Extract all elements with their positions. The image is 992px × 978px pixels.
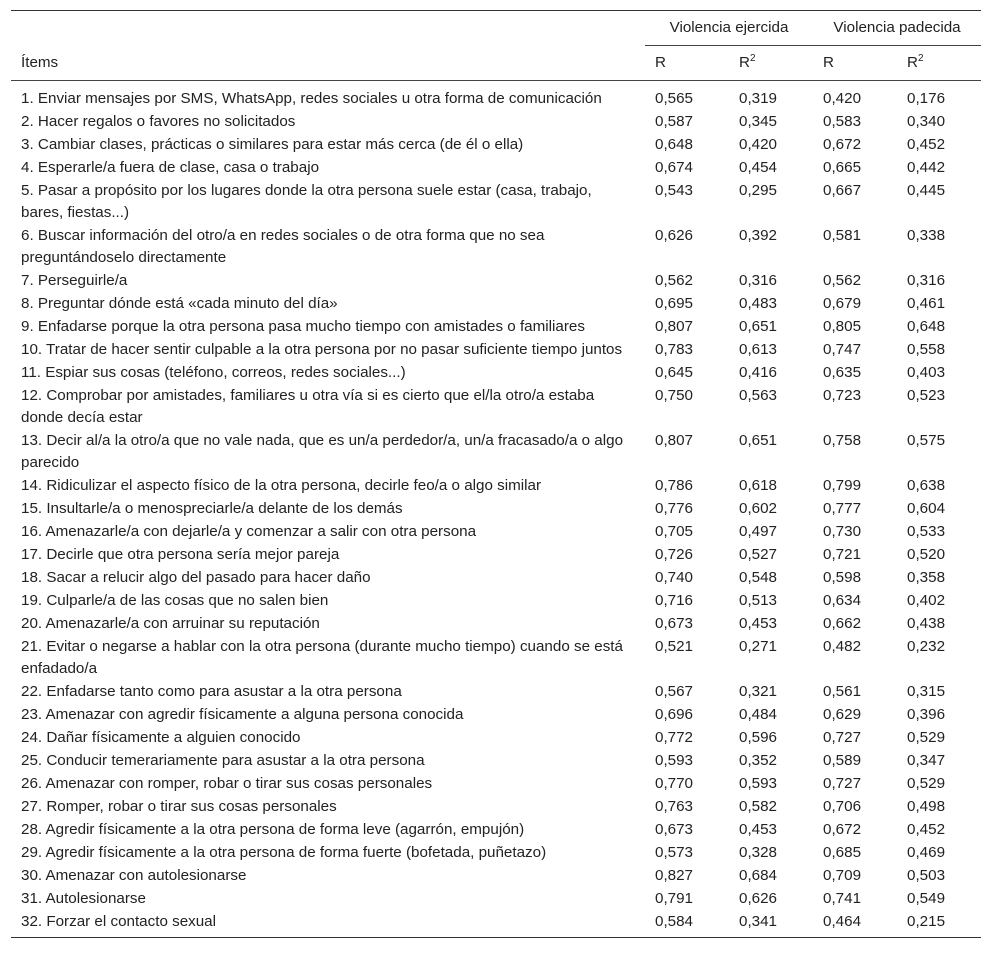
ejercida-r-value: 0,740 bbox=[655, 569, 694, 586]
ejercida-r-value: 0,626 bbox=[655, 227, 694, 244]
table-row bbox=[11, 498, 981, 521]
item-text: 28. Agredir físicamente a la otra persona de forma leve (agarrón, empujón) bbox=[21, 821, 525, 838]
table-row bbox=[11, 865, 981, 888]
item-text: 15. Insultarle/a o menospreciarle/a delante de los demás bbox=[21, 500, 403, 517]
table-row bbox=[11, 475, 981, 498]
item-text: 24. Dañar físicamente a alguien conocido bbox=[21, 729, 301, 746]
table-row bbox=[11, 180, 981, 225]
padecida-r-value: 0,799 bbox=[823, 477, 862, 494]
ejercida-r-value: 0,763 bbox=[655, 798, 694, 815]
item-text: 23. Amenazar con agredir físicamente a alguna persona conocida bbox=[21, 706, 464, 723]
table-row bbox=[11, 819, 981, 842]
padecida-r-value: 0,730 bbox=[823, 523, 862, 540]
ejercida-r2-value: 0,352 bbox=[739, 752, 778, 769]
ejercida-r-value: 0,807 bbox=[655, 318, 694, 335]
padecida-r-value: 0,679 bbox=[823, 295, 862, 312]
ejercida-r-value: 0,674 bbox=[655, 159, 694, 176]
item-text: 4. Esperarle/a fuera de clase, casa o trabajo bbox=[21, 159, 320, 176]
ejercida-r-value: 0,587 bbox=[655, 113, 694, 130]
ejercida-r2-value: 0,651 bbox=[739, 318, 778, 335]
padecida-r-value: 0,589 bbox=[823, 752, 862, 769]
padecida-r2-value: 0,442 bbox=[907, 159, 946, 176]
table-row bbox=[11, 613, 981, 636]
padecida-r-value: 0,561 bbox=[823, 683, 862, 700]
padecida-r2-value: 0,604 bbox=[907, 500, 946, 517]
ejercida-r-value: 0,726 bbox=[655, 546, 694, 563]
ejercida-r-value: 0,786 bbox=[655, 477, 694, 494]
ejercida-r-header: R bbox=[645, 46, 729, 81]
ejercida-r2-value: 0,548 bbox=[739, 569, 778, 586]
table-row bbox=[11, 225, 981, 270]
ejercida-r-value: 0,565 bbox=[655, 90, 694, 107]
table-row bbox=[11, 270, 981, 293]
r2-superscript: 2 bbox=[749, 53, 756, 64]
padecida-r-value: 0,667 bbox=[823, 182, 862, 199]
item-text: 10. Tratar de hacer sentir culpable a la otra persona por no pasar suficiente tiempo juntos bbox=[21, 341, 623, 358]
item-text: 17. Decirle que otra persona sería mejor pareja bbox=[21, 546, 340, 563]
table-row bbox=[11, 362, 981, 385]
table-header bbox=[11, 11, 981, 81]
ejercida-r2-value: 0,453 bbox=[739, 615, 778, 632]
ejercida-r-value: 0,673 bbox=[655, 821, 694, 838]
ejercida-r-value: 0,827 bbox=[655, 867, 694, 884]
table-row bbox=[11, 796, 981, 819]
item-text: 5. Pasar a propósito por los lugares donde la otra persona suele estar (casa, trabajo, bares, fiestas...) bbox=[21, 182, 592, 221]
ejercida-r2-value: 0,341 bbox=[729, 911, 813, 938]
ejercida-r2-value: 0,626 bbox=[739, 890, 778, 907]
item-text: 6. Buscar información del otro/a en redes sociales o de otra forma que no sea preguntándoselo directamente bbox=[21, 227, 545, 266]
ejercida-r2-value: 0,483 bbox=[739, 295, 778, 312]
item-text: 3. Cambiar clases, prácticas o similares para estar más cerca (de él o ella) bbox=[21, 136, 524, 153]
padecida-r-value: 0,665 bbox=[823, 159, 862, 176]
ejercida-r-value: 0,521 bbox=[655, 638, 694, 655]
item-text: 12. Comprobar por amistades, familiares u otra vía si es cierto que el/la otro/a estaba donde decía estar bbox=[21, 387, 595, 426]
r2-base: R bbox=[907, 54, 918, 71]
padecida-r-value: 0,805 bbox=[823, 318, 862, 335]
padecida-r2-value: 0,340 bbox=[907, 113, 946, 130]
ejercida-r2-value: 0,651 bbox=[739, 432, 778, 449]
padecida-r-value: 0,629 bbox=[823, 706, 862, 723]
ejercida-r-value: 0,696 bbox=[655, 706, 694, 723]
table-row bbox=[11, 134, 981, 157]
padecida-r2-value: 0,558 bbox=[907, 341, 946, 358]
ejercida-r2-value: 0,582 bbox=[739, 798, 778, 815]
ejercida-r2-value: 0,593 bbox=[739, 775, 778, 792]
padecida-r2-value: 0,215 bbox=[897, 911, 981, 938]
padecida-r2-value: 0,438 bbox=[907, 615, 946, 632]
padecida-r-value: 0,634 bbox=[823, 592, 862, 609]
ejercida-r2-value: 0,602 bbox=[739, 500, 778, 517]
table-row bbox=[11, 316, 981, 339]
ejercida-r2-value: 0,295 bbox=[739, 182, 778, 199]
padecida-r2-value: 0,648 bbox=[907, 318, 946, 335]
item-text: 1. Enviar mensajes por SMS, WhatsApp, redes sociales u otra forma de comunicación bbox=[21, 90, 602, 107]
ejercida-r2-value: 0,527 bbox=[739, 546, 778, 563]
padecida-r-value: 0,777 bbox=[823, 500, 862, 517]
padecida-r2-value: 0,469 bbox=[907, 844, 946, 861]
ejercida-r2-value: 0,316 bbox=[739, 272, 778, 289]
ejercida-r-value: 0,567 bbox=[655, 683, 694, 700]
correlation-table bbox=[11, 10, 981, 938]
group-header-violencia-padecida: Violencia padecida bbox=[813, 11, 981, 46]
padecida-r-value: 0,706 bbox=[823, 798, 862, 815]
table-row bbox=[11, 339, 981, 362]
padecida-r2-value: 0,338 bbox=[907, 227, 946, 244]
item-text: 32. Forzar el contacto sexual bbox=[11, 911, 645, 938]
item-text: 29. Agredir físicamente a la otra persona de forma fuerte (bofetada, puñetazo) bbox=[21, 844, 547, 861]
padecida-r-value: 0,741 bbox=[823, 890, 862, 907]
ejercida-r2-value: 0,563 bbox=[739, 387, 778, 404]
padecida-r-value: 0,635 bbox=[823, 364, 862, 381]
ejercida-r2-value: 0,345 bbox=[739, 113, 778, 130]
table-row bbox=[11, 157, 981, 180]
table-row bbox=[11, 842, 981, 865]
table-row bbox=[11, 430, 981, 475]
padecida-r2-value: 0,461 bbox=[907, 295, 946, 312]
padecida-r-value: 0,672 bbox=[823, 821, 862, 838]
padecida-r2-value: 0,638 bbox=[907, 477, 946, 494]
table-row bbox=[11, 750, 981, 773]
padecida-r2-value: 0,523 bbox=[907, 387, 946, 404]
padecida-r-value: 0,562 bbox=[823, 272, 862, 289]
padecida-r2-value: 0,529 bbox=[907, 775, 946, 792]
ejercida-r-value: 0,750 bbox=[655, 387, 694, 404]
ejercida-r-value: 0,772 bbox=[655, 729, 694, 746]
table-body bbox=[11, 81, 981, 938]
ejercida-r2-value: 0,271 bbox=[739, 638, 778, 655]
table-row bbox=[11, 81, 981, 112]
ejercida-r2-value: 0,416 bbox=[739, 364, 778, 381]
item-text: 7. Perseguirle/a bbox=[21, 272, 128, 289]
table-row bbox=[11, 590, 981, 613]
table-row bbox=[11, 521, 981, 544]
padecida-r2-value: 0,520 bbox=[907, 546, 946, 563]
padecida-r2-value: 0,445 bbox=[907, 182, 946, 199]
padecida-r-value: 0,672 bbox=[823, 136, 862, 153]
table-row bbox=[11, 773, 981, 796]
item-text: 30. Amenazar con autolesionarse bbox=[21, 867, 247, 884]
ejercida-r-value: 0,705 bbox=[655, 523, 694, 540]
item-text: 20. Amenazarle/a con arruinar su reputación bbox=[21, 615, 320, 632]
padecida-r-value: 0,581 bbox=[823, 227, 862, 244]
ejercida-r-value: 0,593 bbox=[655, 752, 694, 769]
ejercida-r-value: 0,562 bbox=[655, 272, 694, 289]
ejercida-r2-value: 0,328 bbox=[739, 844, 778, 861]
item-text: 21. Evitar o negarse a hablar con la otra persona (durante mucho tiempo) cuando se está enfadado/a bbox=[21, 638, 623, 677]
ejercida-r-value: 0,783 bbox=[655, 341, 694, 358]
padecida-r2-value: 0,549 bbox=[907, 890, 946, 907]
padecida-r-value: 0,727 bbox=[823, 729, 862, 746]
padecida-r2-value: 0,533 bbox=[907, 523, 946, 540]
table-row bbox=[11, 111, 981, 134]
padecida-r-value: 0,583 bbox=[823, 113, 862, 130]
padecida-r2-value: 0,452 bbox=[907, 821, 946, 838]
padecida-r2-value: 0,503 bbox=[907, 867, 946, 884]
padecida-r2-value: 0,575 bbox=[907, 432, 946, 449]
table-row bbox=[11, 704, 981, 727]
item-text: 18. Sacar a relucir algo del pasado para hacer daño bbox=[21, 569, 371, 586]
padecida-r-value: 0,721 bbox=[823, 546, 862, 563]
padecida-r-value: 0,758 bbox=[823, 432, 862, 449]
padecida-r2-value: 0,347 bbox=[907, 752, 946, 769]
ejercida-r-value: 0,807 bbox=[655, 432, 694, 449]
padecida-r-value: 0,747 bbox=[823, 341, 862, 358]
item-text: 26. Amenazar con romper, robar o tirar sus cosas personales bbox=[21, 775, 433, 792]
table-row bbox=[11, 681, 981, 704]
ejercida-r-value: 0,648 bbox=[655, 136, 694, 153]
item-text: 25. Conducir temerariamente para asustar a la otra persona bbox=[21, 752, 425, 769]
ejercida-r2-value: 0,684 bbox=[739, 867, 778, 884]
padecida-r2-value: 0,529 bbox=[907, 729, 946, 746]
ejercida-r2-value: 0,453 bbox=[739, 821, 778, 838]
ejercida-r-value: 0,716 bbox=[655, 592, 694, 609]
ejercida-r2-value: 0,420 bbox=[739, 136, 778, 153]
item-text: 8. Preguntar dónde está «cada minuto del día» bbox=[21, 295, 338, 312]
table-row bbox=[11, 727, 981, 750]
padecida-r2-value: 0,452 bbox=[907, 136, 946, 153]
padecida-r2-value: 0,396 bbox=[907, 706, 946, 723]
padecida-r2-value: 0,358 bbox=[907, 569, 946, 586]
ejercida-r2-value: 0,497 bbox=[739, 523, 778, 540]
group-header-violencia-ejercida: Violencia ejercida bbox=[645, 11, 813, 46]
ejercida-r-value: 0,791 bbox=[655, 890, 694, 907]
ejercida-r-value: 0,573 bbox=[655, 844, 694, 861]
padecida-r2-value: 0,176 bbox=[907, 90, 946, 107]
item-text: 11. Espiar sus cosas (teléfono, correos, redes sociales...) bbox=[21, 364, 406, 381]
padecida-r2-header bbox=[897, 46, 981, 81]
ejercida-r2-value: 0,392 bbox=[739, 227, 778, 244]
padecida-r-value: 0,727 bbox=[823, 775, 862, 792]
ejercida-r2-value: 0,484 bbox=[739, 706, 778, 723]
padecida-r-value: 0,464 bbox=[813, 911, 897, 938]
item-text: 16. Amenazarle/a con dejarle/a y comenzar a salir con otra persona bbox=[21, 523, 477, 540]
correlation-table-container bbox=[11, 10, 981, 938]
padecida-r-value: 0,420 bbox=[823, 90, 862, 107]
padecida-r2-value: 0,315 bbox=[907, 683, 946, 700]
padecida-r-header: R bbox=[813, 46, 897, 81]
ejercida-r2-value: 0,613 bbox=[739, 341, 778, 358]
ejercida-r-value: 0,776 bbox=[655, 500, 694, 517]
padecida-r-value: 0,662 bbox=[823, 615, 862, 632]
r2-superscript: 2 bbox=[917, 53, 924, 64]
ejercida-r2-value: 0,321 bbox=[739, 683, 778, 700]
item-text: 2. Hacer regalos o favores no solicitados bbox=[21, 113, 296, 130]
ejercida-r-value: 0,543 bbox=[655, 182, 694, 199]
padecida-r-value: 0,709 bbox=[823, 867, 862, 884]
ejercida-r-value: 0,673 bbox=[655, 615, 694, 632]
padecida-r-value: 0,482 bbox=[823, 638, 862, 655]
padecida-r2-value: 0,403 bbox=[907, 364, 946, 381]
ejercida-r2-header bbox=[729, 46, 813, 81]
padecida-r2-value: 0,402 bbox=[907, 592, 946, 609]
ejercida-r-value: 0,645 bbox=[655, 364, 694, 381]
item-text: 13. Decir al/a la otro/a que no vale nada, que es un/a perdedor/a, un/a fracasado/a o algo parecido bbox=[21, 432, 624, 471]
ejercida-r-value: 0,770 bbox=[655, 775, 694, 792]
padecida-r2-value: 0,316 bbox=[907, 272, 946, 289]
table-row bbox=[11, 385, 981, 430]
item-text: 22. Enfadarse tanto como para asustar a la otra persona bbox=[21, 683, 402, 700]
padecida-r-value: 0,685 bbox=[823, 844, 862, 861]
ejercida-r-value: 0,695 bbox=[655, 295, 694, 312]
padecida-r-value: 0,723 bbox=[823, 387, 862, 404]
padecida-r2-value: 0,232 bbox=[907, 638, 946, 655]
table-row bbox=[11, 567, 981, 590]
items-column-header: Ítems bbox=[11, 11, 645, 81]
ejercida-r-value: 0,584 bbox=[645, 911, 729, 938]
padecida-r-value: 0,598 bbox=[823, 569, 862, 586]
item-text: 19. Culparle/a de las cosas que no salen bien bbox=[21, 592, 329, 609]
table-row bbox=[11, 636, 981, 681]
item-text: 31. Autolesionarse bbox=[21, 890, 146, 907]
ejercida-r2-value: 0,454 bbox=[739, 159, 778, 176]
ejercida-r2-value: 0,596 bbox=[739, 729, 778, 746]
table-row bbox=[11, 888, 981, 911]
table-row bbox=[11, 911, 981, 938]
table-row bbox=[11, 293, 981, 316]
ejercida-r2-value: 0,513 bbox=[739, 592, 778, 609]
table-row bbox=[11, 544, 981, 567]
ejercida-r2-value: 0,319 bbox=[739, 90, 778, 107]
item-text: 27. Romper, robar o tirar sus cosas personales bbox=[21, 798, 337, 815]
item-text: 14. Ridiculizar el aspecto físico de la otra persona, decirle feo/a o algo similar bbox=[21, 477, 542, 494]
padecida-r2-value: 0,498 bbox=[907, 798, 946, 815]
r2-base: R bbox=[739, 54, 750, 71]
ejercida-r2-value: 0,618 bbox=[739, 477, 778, 494]
item-text: 9. Enfadarse porque la otra persona pasa mucho tiempo con amistades o familiares bbox=[21, 318, 585, 335]
